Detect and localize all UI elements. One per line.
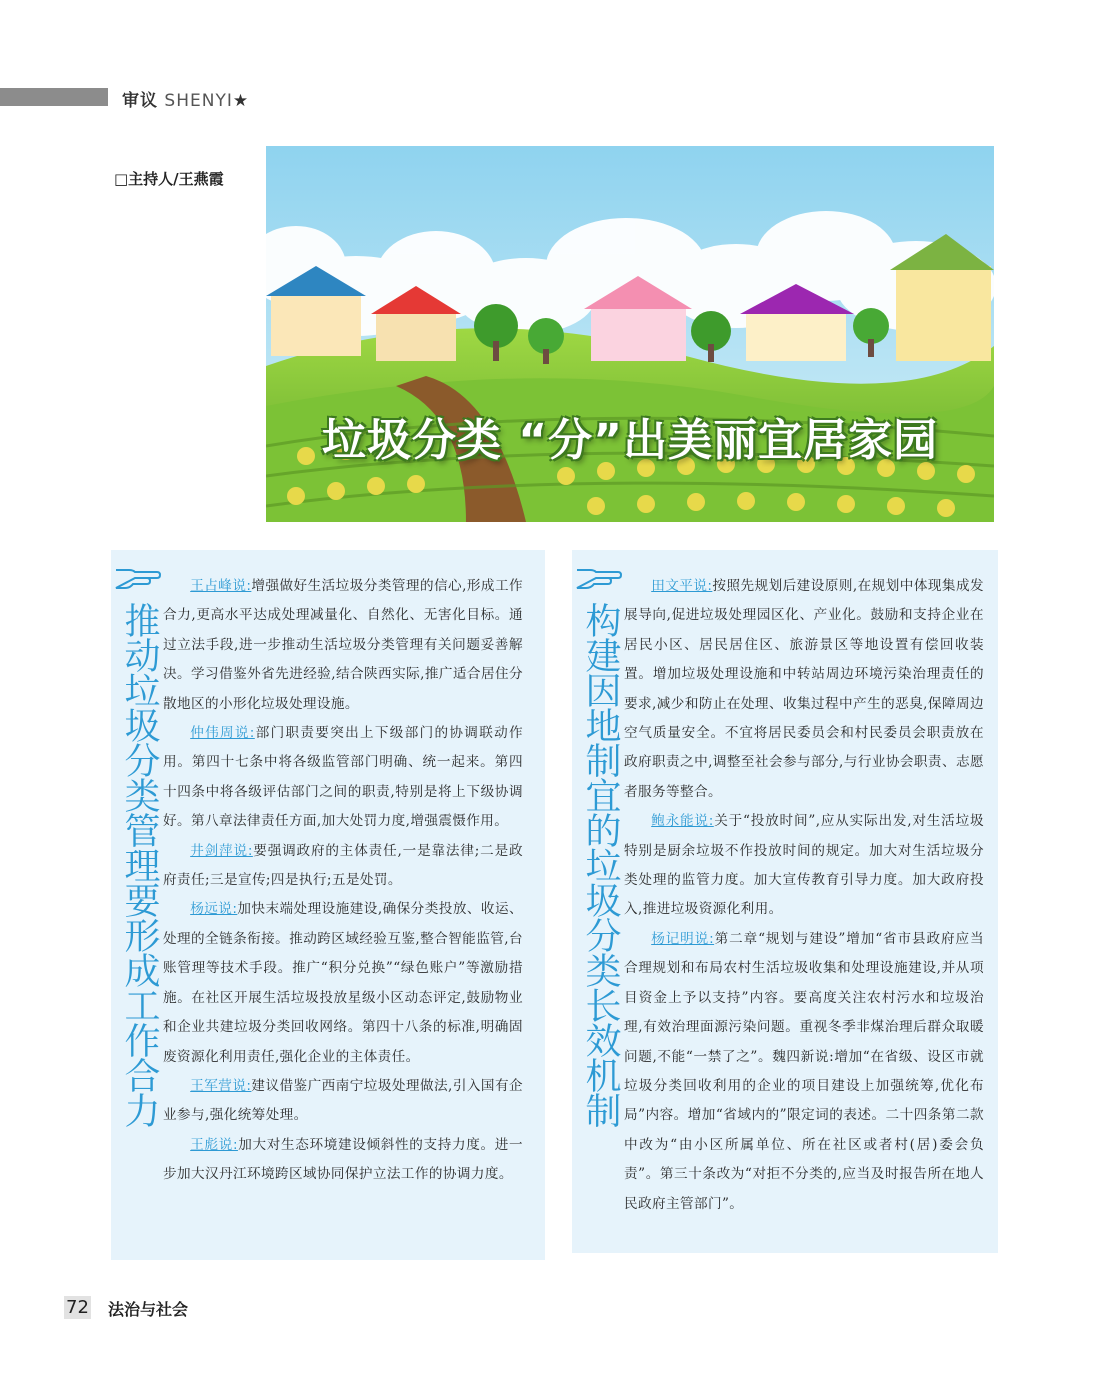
- section-en: SHENYI: [164, 91, 233, 111]
- paragraph: [624, 925, 984, 1219]
- speaker-name: 井剑萍说:: [190, 842, 253, 859]
- article-title: 垃圾分类 “分”出美丽宜居家园: [321, 415, 939, 466]
- speaker-name: 鲍永能说:: [651, 813, 714, 830]
- speaker-name: 王彪说:: [190, 1136, 238, 1153]
- paragraph: [163, 572, 523, 719]
- left-text-body: [163, 572, 523, 1190]
- section-cn: 审议: [122, 91, 158, 111]
- header-gray-bar: [0, 88, 108, 106]
- host-byline: □主持人/王燕霞: [114, 170, 224, 188]
- paragraph-text: 建议借鉴广西南宁垃圾处理做法,引入国有企业参与,强化统筹处理。: [163, 1077, 523, 1124]
- speaker-name: 仲伟周说:: [190, 725, 255, 742]
- hero-illustration: [266, 146, 994, 522]
- paragraph-text: 关于“投放时间”,应从实际出发,对生活垃圾特别是厨余垃圾不作投放时间的规定。加大对生活垃圾分类处理的监管力度。加大宣传教育引导力度。加大政府投入,推进垃圾资源化利用。: [624, 813, 984, 918]
- speaker-name: 杨记明说:: [651, 930, 715, 947]
- right-column-panel: [572, 550, 998, 1253]
- paragraph: [163, 1072, 523, 1131]
- paragraph: [624, 572, 984, 807]
- speaker-name: 田文平说:: [651, 578, 713, 594]
- right-section-title: 构建因地制宜的垃圾分类长效机制: [580, 602, 621, 1127]
- speaker-name: 王占峰说:: [190, 578, 252, 594]
- paragraph: [163, 1131, 523, 1190]
- paragraph-text: 部门职责要突出上下级部门的协调联动作用。第四十七条中将各级监管部门明确、统一起来。第四十四条中将各级评估部门之间的职责,特别是将上下级协调好。第八章法律责任方面,加大处罚力度,增强震慑作用。: [163, 725, 523, 830]
- pointing-hand-icon: [574, 566, 622, 590]
- speaker-name: 杨远说:: [190, 901, 238, 918]
- paragraph-text: 按照先规划后建设原则,在规划中体现集成发展导向,促进垃圾处理园区化、产业化。鼓励和支持企业在居民小区、居民居住区、旅游景区等地设置有偿回收装置。增加垃圾处理设施和中转站周边环境污染治理责任的要求,减少和防止在处理、收集过程中产生的恶臭,保障周边空气质量安全。不宜将居民委员会和村民委员会职责放在政府职责之中,调整至社会参与部分,与行业协会职责、志愿者服务等整合。: [624, 578, 984, 800]
- star-icon: ★: [232, 91, 250, 111]
- paragraph-text: 加快末端处理设施建设,确保分类投放、收运、处理的全链条衔接。推动跨区域经验互鉴,整合智能监管,台账管理等技术手段。推广“积分兑换”“绿色账户”等激励措施。在社区开展生活垃圾投放星级小区动态评定,鼓励物业和企业共建垃圾分类回收网络。第四十八条的标准,明确固废资源化利用责任,强化企业的主体责任。: [163, 901, 523, 1065]
- section-label: [122, 86, 249, 111]
- right-text-body: [624, 572, 984, 1219]
- paragraph: [163, 837, 523, 896]
- magazine-name: 法治与社会: [108, 1300, 189, 1319]
- page-number: 72: [66, 1297, 89, 1318]
- paragraph: [163, 719, 523, 837]
- left-section-title: 推动垃圾分类管理要形成工作合力: [119, 602, 160, 1127]
- left-column-panel: [111, 550, 545, 1260]
- paragraph: [163, 895, 523, 1071]
- speaker-name: 王军营说:: [190, 1077, 252, 1094]
- paragraph-text: 加大对生态环境建设倾斜性的支持力度。进一步加大汉丹江环境跨区域协同保护立法工作的协调力度。: [163, 1136, 524, 1183]
- paragraph: [624, 807, 984, 925]
- paragraph-text: 第二章“规划与建设”增加“省市县政府应当合理规划和布局农村生活垃圾收集和处理设施建设,并从项目资金上予以支持”内容。要高度关注农村污水和垃圾治理,有效治理面源污染问题。重视冬季非煤治理后群众取暖问题,不能“一禁了之”。魏四新说:增加“在省级、设区市就垃圾分类回收利用的企业的项目建设上加强统筹,优化布局”内容。增加“省域内的”限定词的表述。二十四条第二款中改为“由小区所属单位、所在社区或者村(居)委会负责”。第三十条改为“对拒不分类的,应当及时报告所在地人民政府主管部门”。: [624, 930, 984, 1212]
- paragraph-text: 要强调政府的主体责任,一是靠法律;二是政府责任;三是宣传;四是执行;五是处罚。: [163, 842, 523, 889]
- paragraph-text: 增强做好生活垃圾分类管理的信心,形成工作合力,更高水平达成处理减量化、自然化、无害化目标。通过立法手段,进一步推动生活垃圾分类管理有关问题妥善解决。学习借鉴外省先进经验,结合陕西实际,推广适合居住分散地区的小形化垃圾处理设施。: [163, 578, 523, 712]
- pointing-hand-icon: [113, 566, 161, 590]
